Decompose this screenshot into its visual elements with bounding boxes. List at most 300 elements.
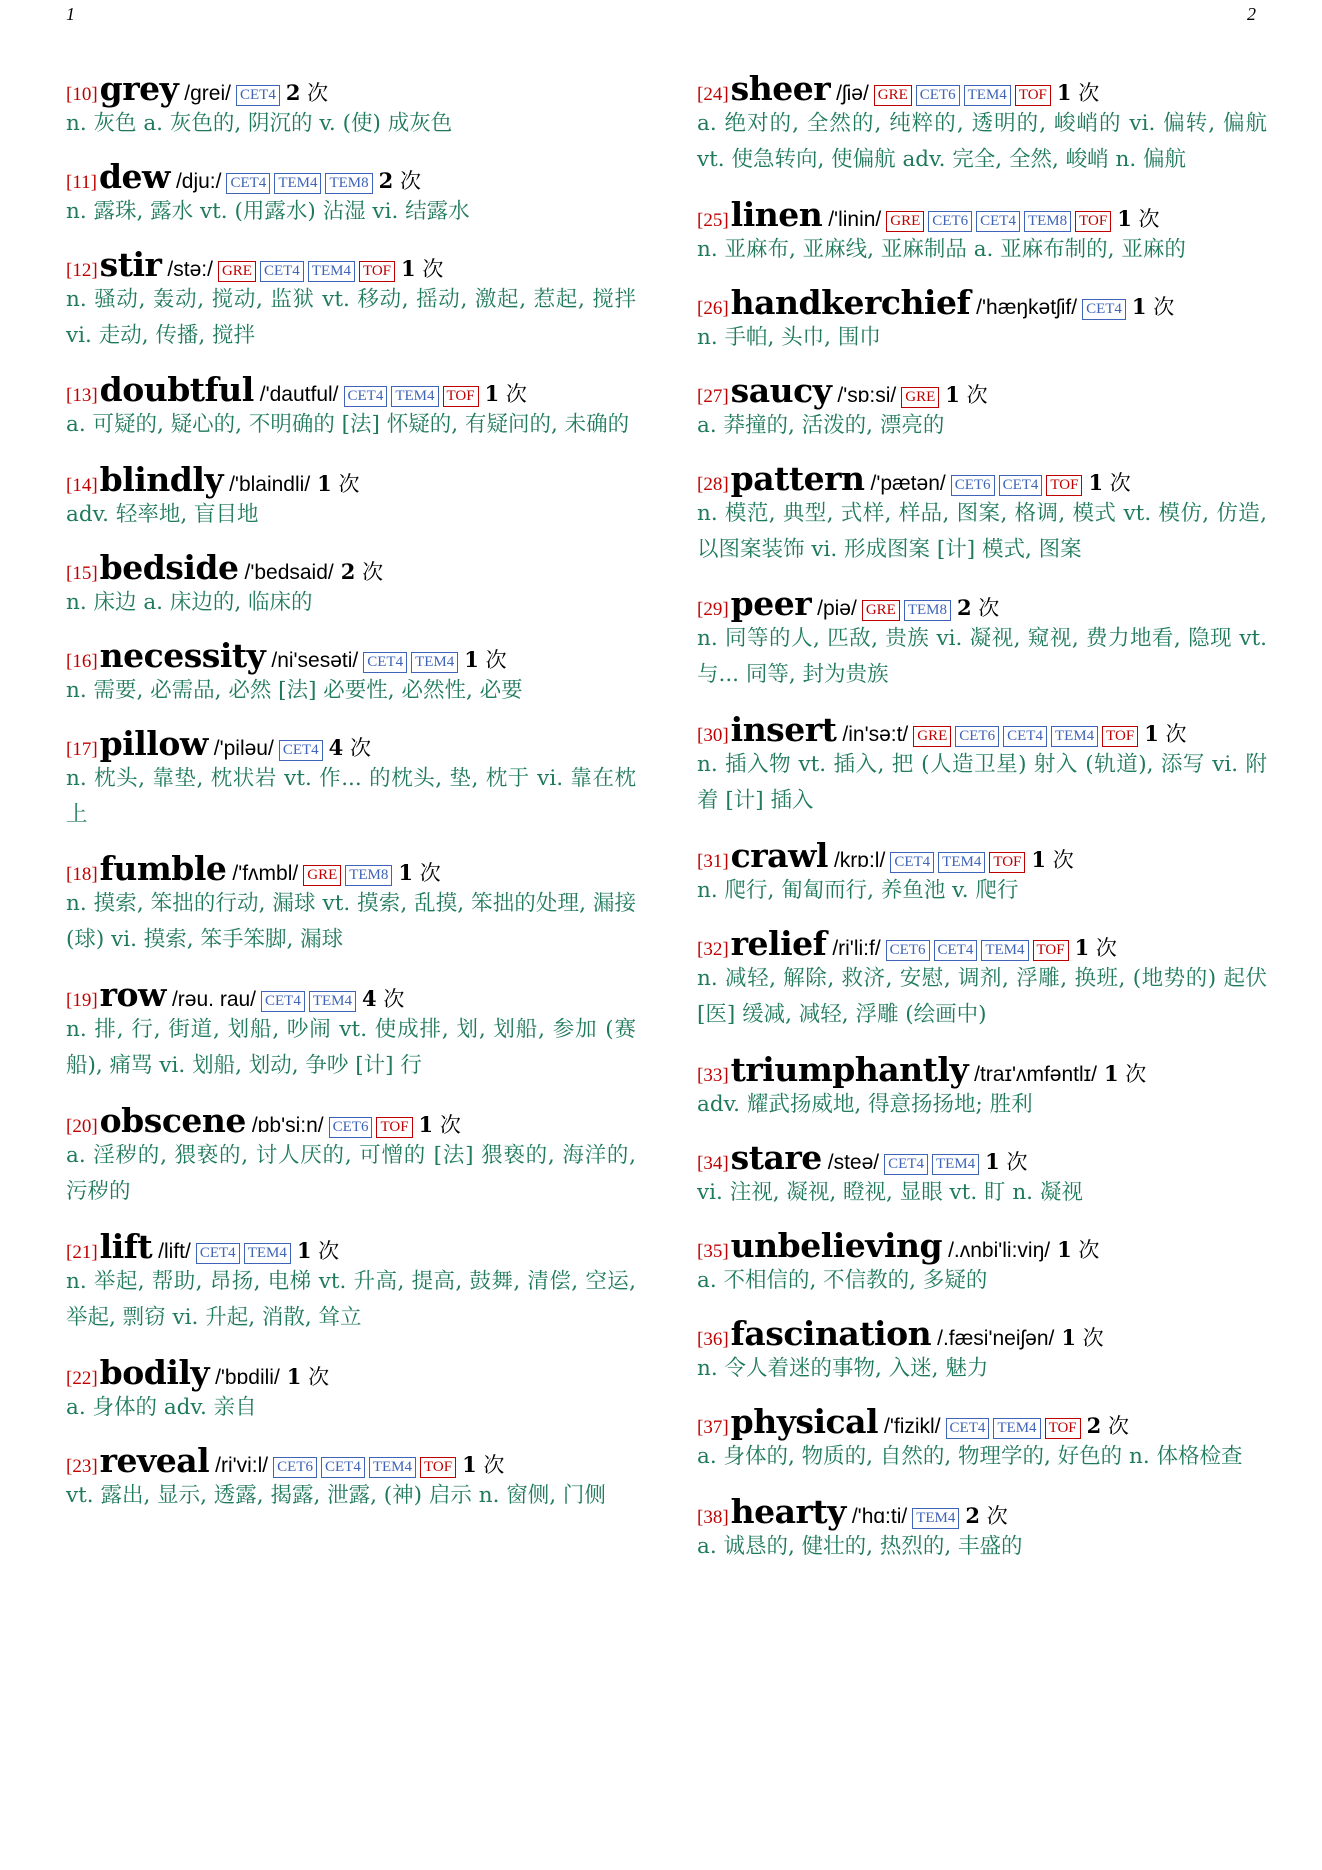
exam-tag: TOF (359, 261, 395, 282)
exam-tag: CET4 (321, 1457, 365, 1478)
entry-pronunciation: /ɒb'si:n/ (251, 1114, 324, 1137)
entry-count-unit: 次 (1165, 722, 1187, 746)
entry-pronunciation: /.ʌnbi'li:viŋ/ (948, 1239, 1051, 1262)
entry-count-unit: 次 (1125, 1062, 1147, 1086)
entry-definition: n. 同等的人, 匹敌, 贵族 vi. 凝视, 窥视, 费力地看, 隐现 vt. 与... 同等, 封为贵族 (697, 626, 1267, 687)
exam-tag: CET4 (976, 211, 1020, 232)
entry-count (464, 643, 506, 677)
exam-tag: TEM8 (345, 865, 392, 886)
entry-word: linen (730, 195, 823, 234)
entry-count-number: 2 (965, 1503, 981, 1528)
entry-pronunciation: /ni'sesəti/ (271, 649, 359, 672)
entry-word: necessity (99, 636, 266, 675)
entry-count-unit: 次 (1052, 848, 1074, 872)
entry-definition: n. 举起, 帮助, 昂扬, 电梯 vt. 升高, 提高, 鼓舞, 清偿, 空运, 举起, 剽窃 vi. 升起, 消散, 耸立 (66, 1269, 636, 1330)
entry-definition: a. 诚恳的, 健壮的, 热烈的, 丰盛的 (697, 1534, 1023, 1559)
entry-headline (697, 1138, 1267, 1177)
entry-word: pattern (730, 459, 865, 498)
entry-count-unit: 次 (1078, 81, 1100, 105)
entry-word: sheer (730, 69, 831, 108)
exam-tag: CET4 (1003, 726, 1047, 747)
entry-count (1132, 290, 1174, 324)
entry-count-number: 1 (945, 382, 960, 407)
entry-count-unit: 次 (1109, 471, 1131, 495)
exam-tag: CET4 (236, 85, 280, 106)
entry-count-unit: 次 (383, 987, 405, 1011)
entry-count-unit: 次 (362, 560, 384, 584)
entry-count (398, 856, 440, 890)
entry-count-number: 1 (1057, 1237, 1072, 1262)
entry-headline (697, 1492, 1267, 1531)
entry-pronunciation: /ʃiə/ (836, 82, 869, 105)
entry-count-number: 1 (1074, 935, 1090, 960)
exam-tag: TOF (1033, 940, 1069, 961)
entry-word: stir (99, 245, 162, 284)
entry-word: pillow (99, 724, 208, 763)
entry-index: [36] (697, 1329, 729, 1350)
entry-headline (66, 1101, 636, 1140)
entry-count-number: 1 (1056, 80, 1072, 105)
entry-count (1117, 202, 1159, 236)
exam-tag: GRE (901, 387, 939, 408)
vocab-entry (66, 157, 636, 230)
entry-headline (66, 245, 636, 284)
entry-count-number: 2 (1086, 1413, 1102, 1438)
entry-count (1104, 1057, 1146, 1091)
entry-count-unit: 次 (1138, 207, 1160, 231)
entry-count (329, 731, 371, 765)
exam-tag: GRE (218, 261, 256, 282)
entry-count-unit: 次 (505, 382, 527, 406)
vocab-entry (66, 548, 636, 621)
vocab-entry (697, 1138, 1267, 1211)
entry-index: [18] (66, 864, 98, 885)
entry-headline (66, 157, 636, 196)
entry-pronunciation: /krɒ:l/ (833, 849, 886, 872)
entry-count (1075, 931, 1117, 965)
entry-count-number: 4 (362, 986, 377, 1011)
vocab-entry (66, 724, 636, 833)
entry-index: [11] (66, 172, 97, 193)
entry-definition: n. 令人着迷的事物, 入迷, 魅力 (697, 1356, 989, 1381)
entry-headline (697, 283, 1267, 322)
exam-tag: TOF (1046, 475, 1082, 496)
exam-tag: CET4 (1082, 299, 1126, 320)
entry-count (362, 982, 404, 1016)
exam-tag: CET4 (946, 1418, 990, 1439)
exam-tag: TEM4 (391, 386, 438, 407)
vocab-entry (697, 1402, 1267, 1475)
entry-index: [28] (697, 474, 729, 495)
entry-count (1057, 1233, 1099, 1267)
entry-count (317, 467, 359, 501)
entry-pronunciation: /piə/ (817, 597, 857, 620)
entry-index: [29] (697, 599, 729, 620)
entry-definition: a. 淫秽的, 猥亵的, 讨人厌的, 可憎的 [法] 猥亵的, 海洋的, 污秽的 (66, 1143, 636, 1204)
entry-count-unit: 次 (986, 1504, 1008, 1528)
entry-pronunciation: /'linin/ (828, 208, 882, 231)
entry-word: crawl (730, 836, 828, 875)
entry-word: row (99, 975, 166, 1014)
entry-headline (66, 1353, 636, 1392)
vocab-entry (697, 1226, 1267, 1299)
entry-definition: n. 需要, 必需品, 必然 [法] 必要性, 必然性, 必要 (66, 678, 523, 703)
exam-tag: TEM8 (904, 600, 951, 621)
entry-headline (697, 69, 1267, 108)
entry-count-number: 1 (286, 1364, 302, 1389)
entry-count-number: 1 (462, 1452, 477, 1477)
entry-count-unit: 次 (1006, 1150, 1028, 1174)
entry-count (1144, 717, 1186, 751)
entry-count-unit: 次 (966, 383, 988, 407)
vocab-entry (66, 1353, 636, 1426)
exam-tag: TEM4 (932, 1154, 979, 1175)
exam-tag: TOF (1015, 85, 1051, 106)
entry-count (341, 555, 383, 589)
exam-tag: TEM4 (938, 852, 985, 873)
entry-headline (697, 1226, 1267, 1265)
entry-pronunciation: /rəu. rau/ (171, 988, 257, 1011)
entry-count (401, 252, 443, 286)
entry-count (957, 591, 999, 625)
entry-headline (66, 636, 636, 675)
entry-pronunciation: /'hɑ:ti/ (851, 1505, 908, 1528)
entry-count-unit: 次 (307, 81, 329, 105)
entry-count-unit: 次 (1095, 936, 1117, 960)
entry-count (419, 1108, 461, 1142)
entry-pronunciation: /ri'vi:l/ (215, 1454, 269, 1477)
entry-definition: n. 露珠, 露水 vt. (用露水) 沾湿 vi. 结露水 (66, 199, 470, 224)
exam-tag: TOF (1045, 1418, 1081, 1439)
entry-count-unit: 次 (1078, 1238, 1100, 1262)
entry-count-number: 1 (484, 381, 500, 406)
entry-definition: a. 可疑的, 疑心的, 不明确的 [法] 怀疑的, 有疑问的, 未确的 (66, 412, 630, 437)
exam-tag: TOF (1075, 211, 1111, 232)
entry-definition: vt. 露出, 显示, 透露, 揭露, 泄露, (神) 启示 n. 窗侧, 门侧 (66, 1483, 606, 1508)
entry-definition: a. 莽撞的, 活泼的, 漂亮的 (697, 413, 945, 438)
left-column (66, 69, 636, 1514)
vocab-entry (697, 69, 1267, 178)
entry-count-number: 1 (401, 256, 416, 281)
entry-word: insert (730, 710, 837, 749)
entry-index: [25] (697, 210, 729, 231)
exam-tag: CET6 (886, 940, 930, 961)
entry-count (1061, 1321, 1103, 1355)
entry-index: [14] (66, 475, 98, 496)
exam-tag: CET4 (260, 261, 304, 282)
exam-tag: CET4 (999, 475, 1043, 496)
entry-pronunciation: /steə/ (827, 1151, 880, 1174)
entry-word: obscene (99, 1101, 246, 1140)
entry-count-number: 1 (418, 1112, 434, 1137)
entry-count (286, 76, 328, 110)
exam-tag: TEM4 (309, 991, 356, 1012)
entry-word: fascination (730, 1314, 932, 1353)
entry-index: [35] (697, 1241, 729, 1262)
vocab-entry (66, 849, 636, 958)
vocab-entry (697, 1050, 1267, 1123)
entry-count (462, 1448, 504, 1482)
vocab-entry (66, 636, 636, 709)
entry-word: fumble (99, 849, 227, 888)
entry-pronunciation: /'hæŋkətʃif/ (976, 296, 1078, 319)
entry-count-number: 1 (317, 471, 332, 496)
entry-pronunciation: /grei/ (184, 82, 231, 105)
exam-tag: TEM4 (1051, 726, 1098, 747)
exam-tag: TEM4 (411, 652, 458, 673)
exam-tag: TEM4 (981, 940, 1028, 961)
entry-definition: a. 身体的, 物质的, 自然的, 物理学的, 好色的 n. 体格检查 (697, 1444, 1243, 1469)
vocab-entry (66, 975, 636, 1084)
exam-tag: CET6 (955, 726, 999, 747)
vocab-entry (697, 584, 1267, 693)
entry-index: [20] (66, 1116, 98, 1137)
entry-pronunciation: /'bedsaid/ (244, 561, 334, 584)
vocab-entry (697, 459, 1267, 568)
entry-definition: n. 插入物 vt. 插入, 把 (人造卫星) 射入 (轨道), 添写 vi. 附着 [计] 插入 (697, 752, 1267, 813)
entry-headline (697, 1402, 1267, 1441)
exam-tag: TOF (989, 852, 1025, 873)
vocab-entry (66, 1227, 636, 1336)
page-number-left: 1 (66, 4, 75, 24)
entry-index: [31] (697, 851, 729, 872)
vocab-entry (697, 195, 1267, 268)
entry-headline (697, 710, 1267, 749)
entry-count-number: 1 (1144, 721, 1159, 746)
exam-tag: GRE (874, 85, 912, 106)
entry-count-number: 1 (1061, 1325, 1076, 1350)
entry-pronunciation: /dju:/ (175, 170, 222, 193)
entry-headline (66, 370, 636, 409)
entry-definition: adv. 轻率地, 盲目地 (66, 502, 259, 527)
entry-count-unit: 次 (419, 861, 441, 885)
entry-count-number: 1 (464, 647, 479, 672)
entry-index: [34] (697, 1153, 729, 1174)
entry-word: blindly (99, 460, 224, 499)
entry-count (379, 164, 421, 198)
entry-word: saucy (730, 371, 832, 410)
entry-headline (66, 1227, 636, 1266)
exam-tag: TEM8 (325, 173, 372, 194)
entry-word: reveal (99, 1441, 210, 1480)
entry-index: [19] (66, 990, 98, 1011)
exam-tag: GRE (886, 211, 924, 232)
right-column (697, 69, 1267, 1565)
entry-word: physical (730, 1402, 879, 1441)
entry-count-unit: 次 (422, 257, 444, 281)
entry-index: [33] (697, 1065, 729, 1086)
entry-pronunciation: /'pætən/ (870, 472, 946, 495)
exam-tag: TEM4 (912, 1508, 959, 1529)
entry-count-unit: 次 (349, 736, 371, 760)
entry-word: lift (99, 1227, 153, 1266)
entry-pronunciation: /stə:/ (167, 258, 213, 281)
entry-pronunciation: /'piləu/ (213, 737, 274, 760)
exam-tag: CET4 (363, 652, 407, 673)
entry-count-unit: 次 (399, 169, 421, 193)
entry-count-unit: 次 (1107, 1414, 1129, 1438)
entry-definition: n. 骚动, 轰动, 搅动, 监狱 vt. 移动, 摇动, 激起, 惹起, 搅拌 vi. 走动, 传播, 搅拌 (66, 287, 636, 348)
entry-pronunciation: /ri'li:f/ (832, 937, 881, 960)
exam-tag: TOF (443, 386, 479, 407)
entry-count-unit: 次 (308, 1365, 330, 1389)
entry-index: [10] (66, 84, 98, 105)
entry-pronunciation: /'fʌmbl/ (232, 862, 299, 885)
entry-count-number: 1 (1088, 470, 1104, 495)
entry-word: doubtful (99, 370, 254, 409)
exam-tag: TEM4 (369, 1457, 416, 1478)
vocab-entry (697, 836, 1267, 909)
entry-count-number: 1 (1103, 1061, 1119, 1086)
entry-definition: n. 摸索, 笨拙的行动, 漏球 vt. 摸索, 乱摸, 笨拙的处理, 漏接 (球) vi. 摸索, 笨手笨脚, 漏球 (66, 891, 636, 952)
entry-headline (66, 460, 636, 499)
exam-tag: CET4 (226, 173, 270, 194)
entry-index: [32] (697, 939, 729, 960)
entry-headline (66, 69, 636, 108)
entry-word: bedside (99, 548, 239, 587)
vocab-entry (697, 1314, 1267, 1387)
exam-tag: TOF (1102, 726, 1138, 747)
entry-pronunciation: /'bɒdili/ (215, 1366, 280, 1389)
entry-headline (66, 849, 636, 888)
entry-count (297, 1234, 339, 1268)
exam-tag: TEM8 (1024, 211, 1071, 232)
exam-tag: TOF (420, 1457, 456, 1478)
entry-count-number: 1 (1131, 294, 1147, 319)
entry-count-number: 2 (378, 168, 394, 193)
entry-headline (697, 836, 1267, 875)
entry-word: hearty (730, 1492, 846, 1531)
entry-headline (697, 371, 1267, 410)
entry-pronunciation: /traɪ'ʌmfəntlɪ/ (974, 1063, 1097, 1086)
entry-index: [16] (66, 651, 98, 672)
entry-word: triumphantly (730, 1050, 969, 1089)
exam-tag: CET6 (273, 1457, 317, 1478)
entry-index: [38] (697, 1507, 729, 1528)
entry-index: [23] (66, 1456, 98, 1477)
entry-word: relief (730, 924, 827, 963)
entry-index: [17] (66, 739, 98, 760)
entry-definition: a. 绝对的, 全然的, 纯粹的, 透明的, 峻峭的 vi. 偏转, 偏航 vt. 使急转向, 使偏航 adv. 完全, 全然, 峻峭 n. 偏航 (697, 111, 1267, 172)
exam-tag: TEM4 (308, 261, 355, 282)
exam-tag: TEM4 (274, 173, 321, 194)
entry-count-unit: 次 (483, 1453, 505, 1477)
entry-definition: n. 亚麻布, 亚麻线, 亚麻制品 a. 亚麻布制的, 亚麻的 (697, 237, 1186, 262)
entry-pronunciation: /.fæsi'neiʃən/ (937, 1327, 1055, 1350)
entry-definition: adv. 耀武扬威地, 得意扬扬地; 胜利 (697, 1092, 1033, 1117)
entry-index: [21] (66, 1242, 98, 1263)
entry-headline (697, 1314, 1267, 1353)
entry-count-unit: 次 (338, 472, 360, 496)
exam-tag: TEM4 (993, 1418, 1040, 1439)
entry-index: [12] (66, 260, 98, 281)
entry-definition: n. 手帕, 头巾, 围巾 (697, 325, 881, 350)
entry-word: stare (730, 1138, 822, 1177)
entry-index: [26] (697, 298, 729, 319)
entry-headline (66, 975, 636, 1014)
entry-count (287, 1360, 329, 1394)
vocab-entry (66, 69, 636, 142)
entry-word: handkerchief (730, 283, 971, 322)
entry-word: dew (98, 157, 170, 196)
entry-headline (697, 924, 1267, 963)
entry-word: unbelieving (730, 1226, 943, 1265)
entry-word: grey (99, 69, 179, 108)
entry-count-unit: 次 (318, 1239, 340, 1263)
exam-tag: GRE (303, 865, 341, 886)
entry-index: [15] (66, 563, 98, 584)
exam-tag: TOF (376, 1117, 412, 1138)
vocab-entry (66, 1101, 636, 1210)
entry-count-number: 1 (296, 1238, 312, 1263)
entry-definition: n. 排, 行, 街道, 划船, 吵闹 vt. 使成排, 划, 划船, 参加 (赛船), 痛骂 vi. 划船, 划动, 争吵 [计] 行 (66, 1017, 636, 1078)
entry-count-number: 2 (956, 595, 972, 620)
vocab-entry (697, 1492, 1267, 1565)
entry-headline (697, 1050, 1267, 1089)
entry-pronunciation: /in'sə:t/ (842, 723, 909, 746)
exam-tag: TEM4 (964, 85, 1011, 106)
entry-count-unit: 次 (1082, 1326, 1104, 1350)
entry-index: [30] (697, 725, 729, 746)
entry-count-unit: 次 (1153, 295, 1175, 319)
vocab-entry (697, 283, 1267, 356)
entry-word: bodily (99, 1353, 210, 1392)
entry-index: [13] (66, 385, 98, 406)
vocab-entry (66, 245, 636, 354)
entry-definition: n. 爬行, 匍匐而行, 养鱼池 v. 爬行 (697, 878, 1019, 903)
entry-definition: n. 枕头, 靠垫, 枕状岩 vt. 作... 的枕头, 垫, 枕于 vi. 靠在枕上 (66, 766, 636, 827)
entry-headline (697, 195, 1267, 234)
entry-count (945, 378, 987, 412)
entry-index: [37] (697, 1417, 729, 1438)
entry-index: [27] (697, 386, 729, 407)
entry-index: [22] (66, 1368, 98, 1389)
exam-tag: CET4 (261, 991, 305, 1012)
entry-pronunciation: /'blaindli/ (229, 473, 311, 496)
entry-count-unit: 次 (978, 596, 1000, 620)
entry-definition: n. 灰色 a. 灰色的, 阴沉的 v. (使) 成灰色 (66, 111, 453, 136)
entry-pronunciation: /lift/ (158, 1240, 191, 1263)
entry-word: peer (730, 584, 812, 623)
exam-tag: CET6 (951, 475, 995, 496)
exam-tag: CET4 (890, 852, 934, 873)
exam-tag: GRE (913, 726, 951, 747)
exam-tag: CET6 (329, 1117, 373, 1138)
vocab-entry (66, 1441, 636, 1514)
exam-tag: CET4 (279, 740, 323, 761)
entry-count (985, 1145, 1027, 1179)
vocab-entry (66, 370, 636, 443)
vocab-entry (697, 924, 1267, 1033)
entry-pronunciation: /'dautful/ (259, 383, 339, 406)
entry-count-number: 1 (1117, 206, 1132, 231)
entry-pronunciation: /'fizikl/ (884, 1415, 941, 1438)
entry-definition: n. 减轻, 解除, 救济, 安慰, 调剂, 浮雕, 换班, (地势的) 起伏 [医] 缓减, 减轻, 浮雕 (绘画中) (697, 966, 1267, 1027)
entry-count-number: 1 (985, 1149, 1000, 1174)
entry-definition: vi. 注视, 凝视, 瞪视, 显眼 vt. 盯 n. 凝视 (697, 1180, 1083, 1205)
entry-headline (697, 584, 1267, 623)
entry-headline (66, 1441, 636, 1480)
page-number-right: 2 (1247, 4, 1256, 24)
exam-tag: CET6 (928, 211, 972, 232)
vocab-entry (697, 710, 1267, 819)
entry-definition: a. 不相信的, 不信教的, 多疑的 (697, 1268, 988, 1293)
entry-count-number: 4 (328, 735, 344, 760)
entry-count (1087, 1409, 1129, 1443)
vocab-entry (66, 460, 636, 533)
entry-count-number: 2 (340, 559, 356, 584)
entry-count-unit: 次 (439, 1113, 461, 1137)
